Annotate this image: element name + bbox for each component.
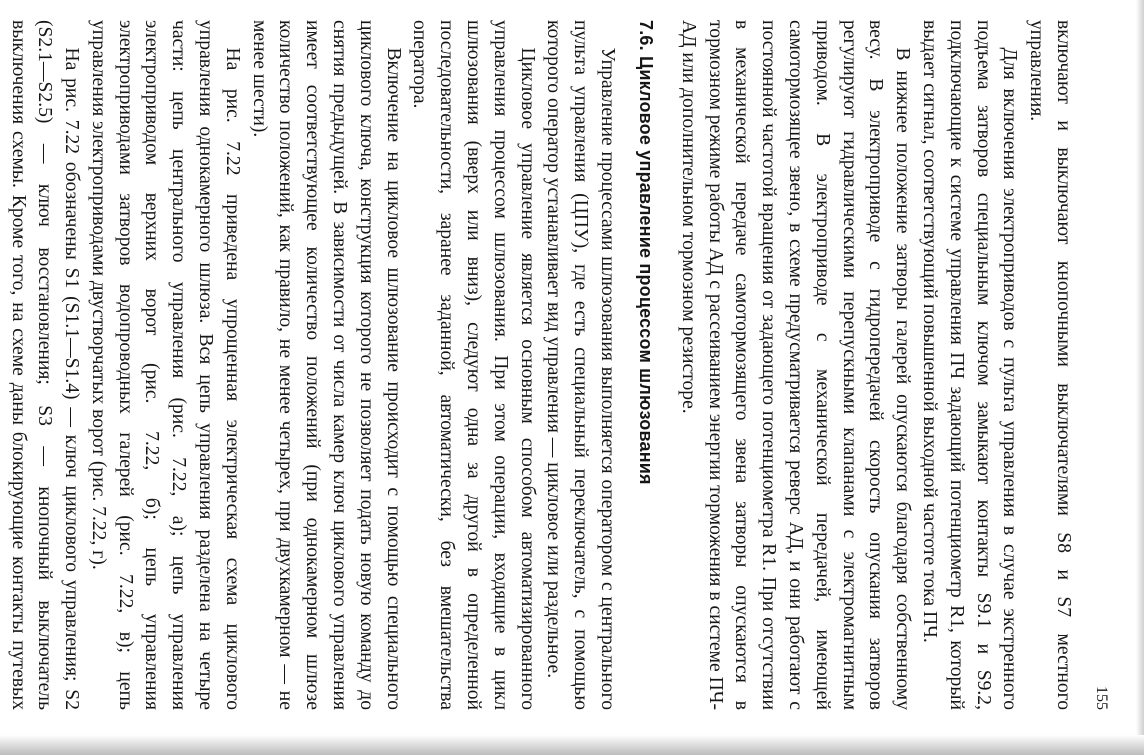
paragraph-cycle-key: Включение на цикловое шлюзование происходит с помощью специального циклового ключа, конструкция которого не позволяет подать новую команду до снятия предыдущей. В зависимости от числа камер ключ циклового управления имеет соответствующее количество положений (при однокамерном шлюзе количество положений, как правило, не менее четырех, при двухкамерном — не менее шести). [248,20,404,710]
paragraph-control-mode: Управление процессами шлюзования выполняется оператором с центрального пульта управления (ЦПУ), где есть специальный переключатель, с помощью которого оператор устанавливает вид управления — цикловое или раздельное. [543,20,619,710]
scan-shadow-bottom [0,735,1144,755]
paragraph-emergency-lift: Для включения электроприводов с пульта управления в случае экстренного подъема затворов специальным ключом замыкают контакты S9.1 и S9.2, подключающие к системе управления ПЧ задающий потенциометр R1, который выдает сигнал, соответствующий повышенной выходной частоте тока ПЧ. [919,20,1021,710]
paragraph-figure-legend: На рис. 7.22 обозначены S1 (S1.1—S1.4) — ключ циклового управления; S2 (S2.1—S2.5) — ключ восстановления; S3 — кнопочный выключатель выключения схемы. Кроме того, на схеме даны блокирующие контакты путевых [7,20,83,710]
scan-shadow-right [1136,0,1144,735]
paragraph-cycle-control: Цикловое управление является основным способом автоматизированного управления процессом шлюзования. При этом операции, входящие в цикл шлюзования (вверх или вниз), следуют одна за другой в определенной последовательности, заранее заданной, автоматически, без вмешательства оператора. [409,20,538,710]
paragraph-figure-description: На рис. 7.22 приведена упрощенная электрическая схема циклового управления однокамерного шлюза. Вся цепь управления разделена на четыре части: цепь центрального управления (рис. 7.22, а); цепь управления электроприводом верхних ворот (рис. 7.22, б); цепь управления электроприводами затворов водопроводных галерей (рис. 7.22, в); цепь управления электроприводами двустворчатых ворот (рис. 7.22, г). [87,20,243,710]
paragraph-lowering: В нижнее положение затворы галерей опускаются благодаря собственному весу. В электроприводе с гидропередачей скорость опускания затворов регулируют гидравлическими перепускными клапанами с электромагнитным приводом. В электроприводе с механической передачей, имеющей самотормозящее звено, в схеме предусматривается реверс АД, и они работают с постоянной частотой вращения от задающего потенциометра R1. При отсутствии в механической передаче самотормозящего звена затворы опускаются в тормозном режиме работы АД с рассеиванием энергии торможения в системе ПЧ-АД или дополнительном тормозном резисторе. [677,20,914,711]
page-number: 155 [1093,686,1110,710]
section-heading: 7.6. Цикловое управление процессом шлюзования [636,20,657,485]
paragraph-continuation: включают и выключают кнопочными выключателями S8 и S7 местного управления. [1026,20,1074,710]
book-page [7,20,1076,711]
